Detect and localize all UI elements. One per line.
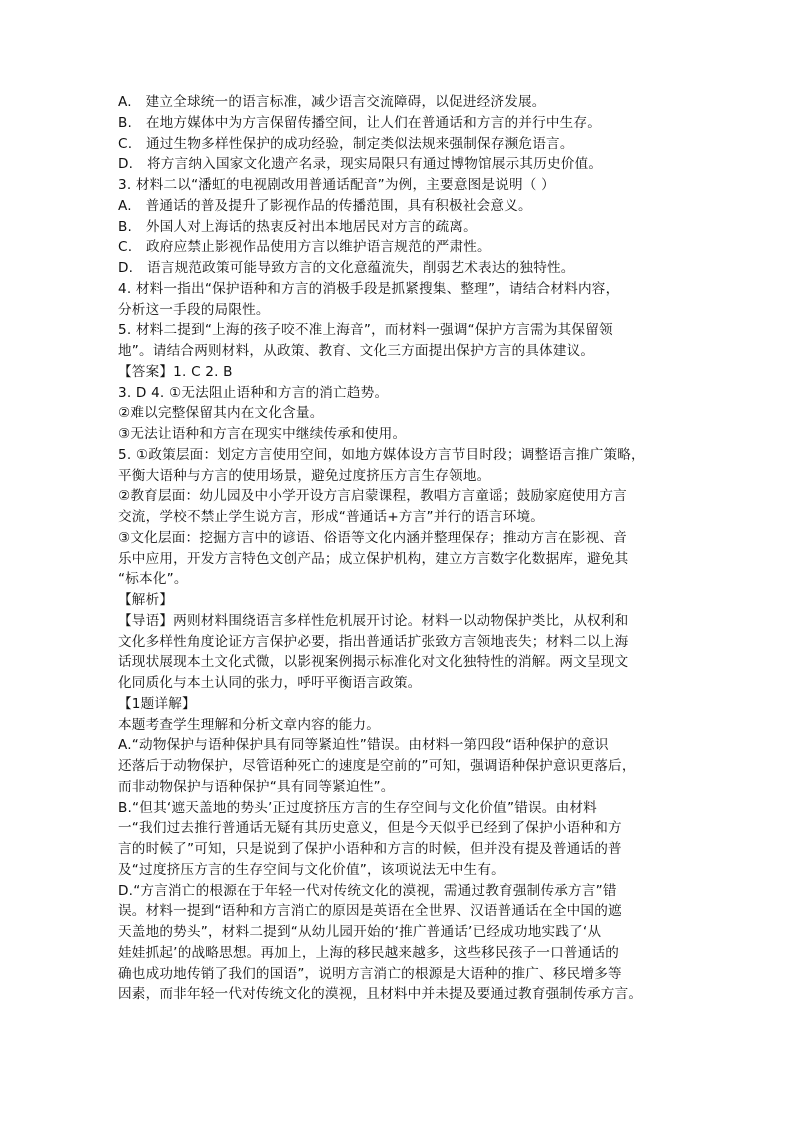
text-line: 及“过度挤压方言的生存空间与文化价值”，该项说法无中生有。 (118, 861, 505, 878)
text-line: 文化多样性角度论证方言保护必要，指出普通话扩张致方言领地丧失；材料二以上海 (118, 633, 629, 650)
document-page (118, 92, 684, 1005)
text-line: ③文化层面：挖掘方言中的谚语、俗语等文化内涵并整理保存；推动方言在影视、音 (118, 529, 627, 546)
text-line: D. 将方言纳入国家文化遗产名录，现实局限只有通过博物馆展示其历史价值。 (118, 156, 603, 173)
text-line: 【导语】两则材料围绕语言多样性危机展开讨论。材料一以动物保护类比，从权利和 (118, 612, 629, 629)
text-line: 5. ①政策层面：划定方言使用空间，如地方媒体设方言节目时段；调整语言推广策略， (118, 446, 645, 463)
text-line: 天盖地的势头”，材料二提到“从幼儿园开始的‘推广普通话’已经成功地实践了‘从 (118, 924, 602, 940)
text-line: 交流，学校不禁止学生说方言，形成“普通话+方言”并行的语言环境。 (118, 509, 545, 525)
text-line: 而非动物保护与语种保护“具有同等紧迫性”。 (118, 778, 395, 795)
text-line: B. 外国人对上海话的热衷反衬出本地居民对方言的疏离。 (118, 218, 477, 235)
text-line: 分析这一手段的局限性。 (118, 301, 270, 318)
text-line: 话现状展现本土文化式微，以影视案例揭示标准化对文化独特性的消解。两文呈现文 (118, 654, 629, 671)
text-line: A. 普通话的普及提升了影视作品的传播范围，具有积极社会意义。 (118, 197, 532, 214)
text-line: B. 在地方媒体中为方言保留传播空间，让人们在普通话和方言的并行中生存。 (118, 114, 602, 131)
text-line: 3. 材料二以“潘虹的电视剧改用普通话配音”为例，主要意图是说明（ ） (118, 177, 555, 193)
text-line: B.“但其‘遮天盖地的势头’正过度挤压方言的生存空间与文化价值”错误。由材料 (118, 799, 597, 816)
text-line: 本题考查学生理解和分析文章内容的能力。 (118, 716, 381, 733)
text-line: 5. 材料二提到“上海的孩子咬不准上海音”，而材料一强调“保护方言需为其保留领 (118, 322, 613, 339)
text-line: 4. 材料一指出“保护语种和方言的消极手段是抓紧搜集、整理”，请结合材料内容， (118, 280, 620, 297)
text-line: ②教育层面：幼儿园及中小学开设方言启蒙课程，教唱方言童谣；鼓励家庭使用方言 (118, 488, 627, 505)
text-line: A. 建立全球统一的语言标准，减少语言交流障碍，以促进经济发展。 (118, 94, 546, 110)
text-line: 因素，而非年轻一代对传统文化的漠视，且材料中并未提及要通过教育强制传承方言。 (118, 986, 643, 1003)
text-line: C. 政府应禁止影视作品使用方言以维护语言规范的严肃性。 (118, 239, 491, 256)
text-line: 乐中应用，开发方言特色文创产品；成立保护机构，建立方言数字化数据库，避免其 (118, 550, 629, 567)
text-line: ②难以完整保留其内在文化含量。 (118, 405, 324, 422)
text-line: D. 语言规范政策可能导致方言的文化意蕴流失，削弱艺术表达的独特性。 (118, 260, 575, 276)
text-line: ③无法让语种和方言在现实中继续传承和使用。 (118, 426, 407, 442)
text-line: 【答案】1. C 2. B (118, 363, 233, 380)
text-line: 确也成功地传销了我们的国语”，说明方言消亡的根源是大语种的推广、移民增多等 (118, 965, 622, 982)
text-line: 化同质化与本土认同的张力，呼吁平衡语言政策。 (118, 675, 422, 691)
text-line: D.“方言消亡的根源在于年轻一代对传统文化的漠视，需通过教育强制传承方言”错 (118, 882, 617, 899)
text-line: A.“动物保护与语种保护具有同等紧迫性”错误。由材料一第四段“语种保护的意识 (118, 737, 609, 754)
text-line: 地”。请结合两则材料，从政策、教育、文化三方面提出保护方言的具体建议。 (118, 343, 595, 359)
text-line: 误。材料一提到“语种和方言消亡的原因是英语在全世界、汉语普通话在全中国的遮 (118, 903, 622, 920)
text-line: 言的时候了”可知，只是说到了保护小语种和方言的时候，但并没有提及普通话的普 (118, 841, 622, 857)
text-line: 3. D 4. ①无法阻止语种和方言的消亡趋势。 (118, 384, 389, 401)
text-line: 【1题详解】 (118, 695, 196, 712)
text-line: C. 通过生物多样性保护的成功经验，制定类似法规来强制保存濒危语言。 (118, 135, 574, 152)
text-line: 一“我们过去推行普通话无疑有其历史意义，但是今天似乎已经到了保护小语种和方 (118, 820, 622, 837)
text-line: 平衡大语种与方言的使用场景，避免过度挤压方言生存领地。 (118, 467, 491, 484)
text-line: 【解析】 (118, 592, 174, 608)
text-line: “标本化”。 (118, 571, 188, 588)
text-line: 还落后于动物保护，尽管语种死亡的速度是空前的”可知，强调语种保护意识更落后， (118, 758, 636, 774)
text-line: 娃娃抓起’的战略思想。再加上，上海的移民越来越多，这些移民孩子一口普通话的 (118, 944, 620, 961)
